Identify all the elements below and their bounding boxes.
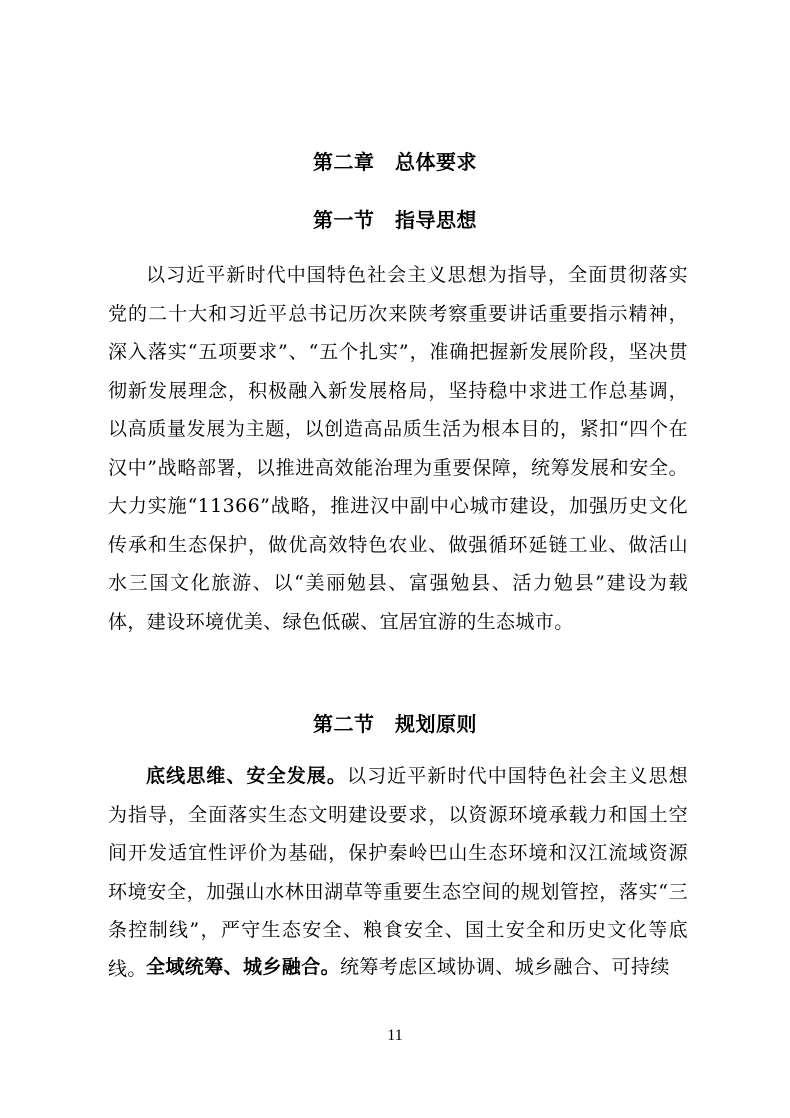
- section-2-title: 第二节 规划原则: [313, 712, 477, 736]
- page-number: 11: [387, 1027, 403, 1044]
- section-1-title: 第一节 指导思想: [313, 208, 477, 232]
- section-1-paragraph: 以习近平新时代中国特色社会主义思想为指导，全面贯彻落实党的二十大和习近平总书记历次来陕考察重要讲话重要指示精神，深入落实“五项要求”、“五个扎实”，准确把握新发展阶段，坚决贯彻新发展理念，积极融入新发展格局，坚持稳中求进工作总基调，以高质量发展为主题，以创造高品质生活为根本目的，紧扣“四个在汉中”战略部署，以推进高效能治理为重要保障，统筹发展和安全。大力实施“11366”战略，推进汉中副中心城市建设，加强历史文化传承和生态保护，做优高效特色农业、做强循环延链工业、做活山水三国文化旅游、以“美丽勉县、富强勉县、活力勉县”建设为载体，建设环境优美、绿色低碳、宜居宜游的生态城市。: [108, 264, 688, 633]
- principle-text: 统筹考虑区域协调、城乡融合、可持续: [340, 956, 670, 978]
- chapter-title: 第二章 总体要求: [313, 150, 477, 174]
- principle-paragraph: [108, 948, 688, 987]
- principle-text: 以习近平新时代中国特色社会主义思想为指导，全面落实生态文明建设要求，以资源环境承载力和国土空间开发适宜性评价为基础，保护秦岭巴山生态环境和汉江流域资源环境安全，加强山水林田湖草等重要生态空间的规划管控，落实“三条控制线”，严守生态安全、粮食安全、国土安全和历史文化等底线。: [108, 765, 688, 980]
- principle-lead: 底线思维、安全发展。: [146, 765, 347, 787]
- principle-lead: 全域统筹、城乡融合。: [146, 956, 341, 978]
